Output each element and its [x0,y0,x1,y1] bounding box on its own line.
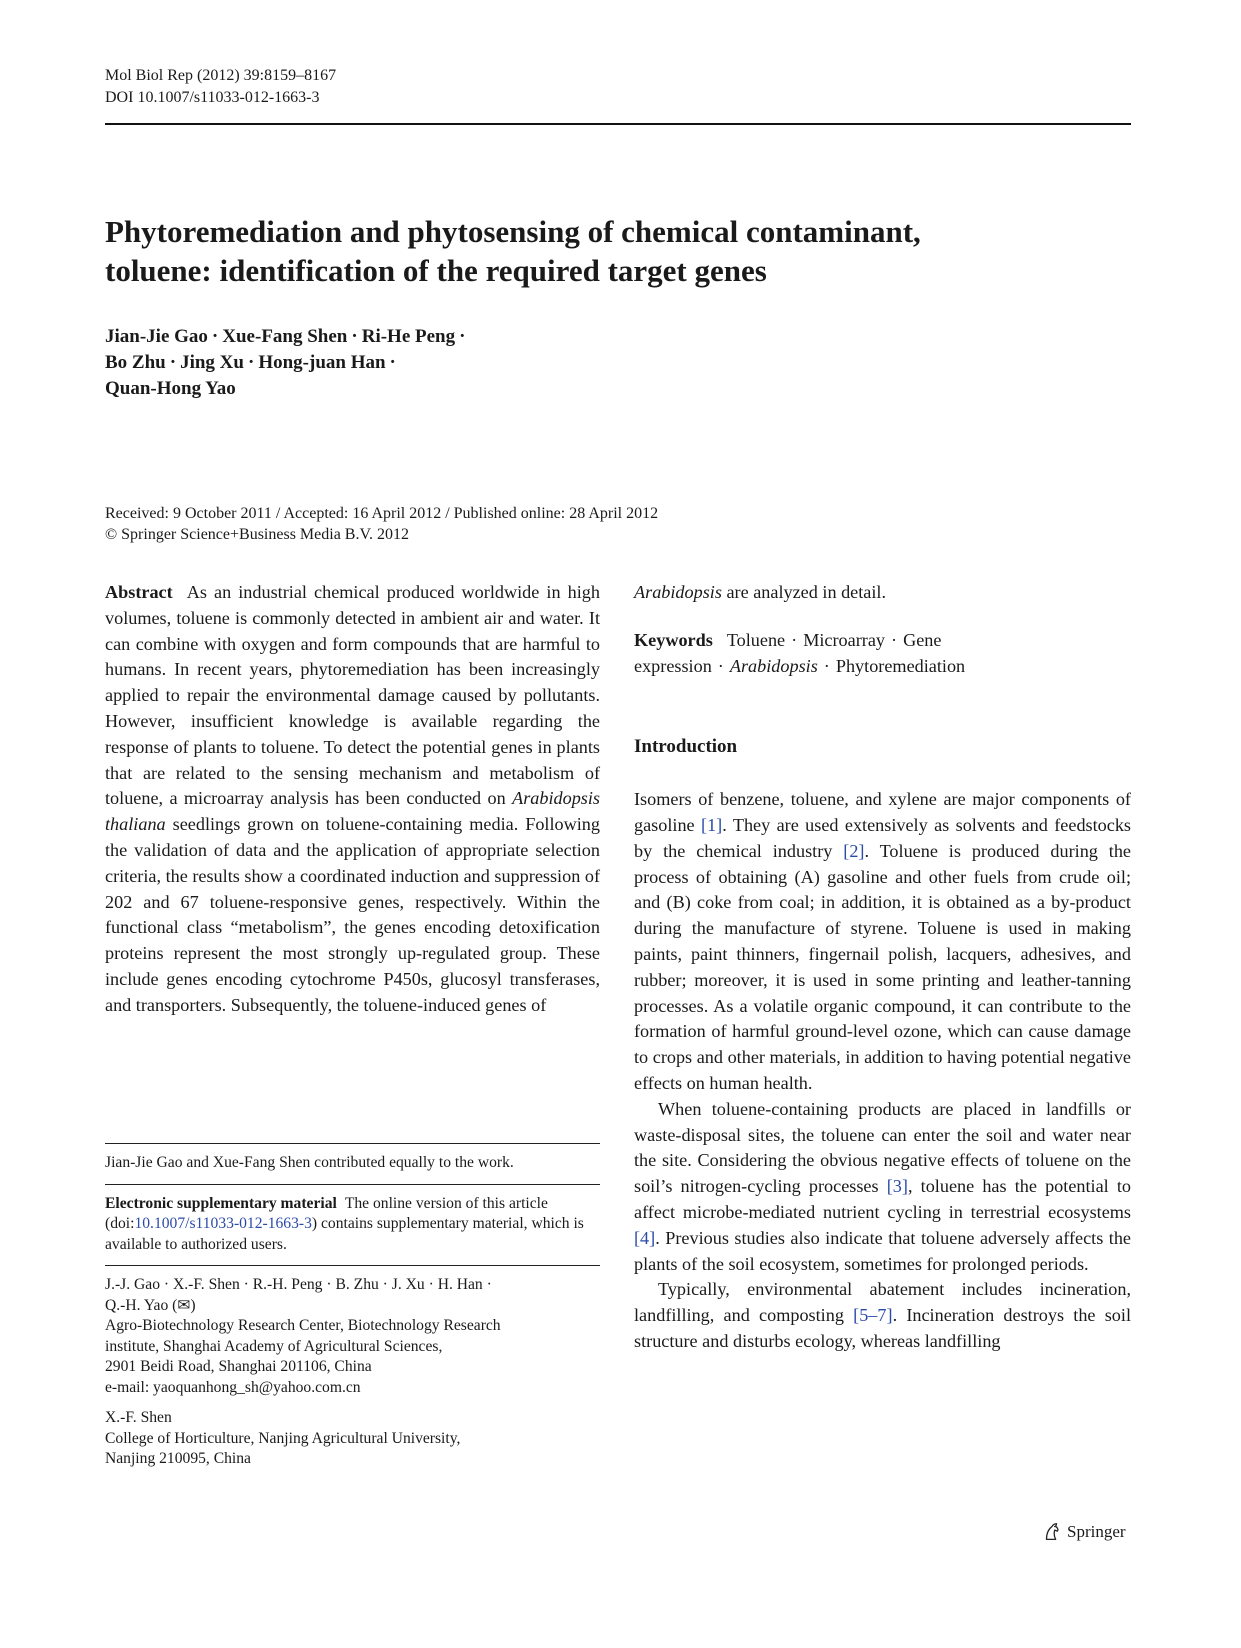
affiliation-1 [105,1266,600,1480]
text: , toluene has the potential to affect microbe-mediated nutrient cycling in terrestrial ecosystems [634,1176,1132,1222]
journal-citation: Mol Biol Rep (2012) 39:8159–8167 [105,67,337,84]
author-line-3 [105,376,469,402]
author: Jing Xu [180,352,244,373]
text: . Incineration destroys the soil structure and disturbs ecology, whereas landfilling [634,1305,1132,1351]
author: Jian-Jie Gao [105,326,208,347]
title-line-1: Phytoremediation and phytosensing of chemical contaminant, [105,214,921,249]
springer-horse-icon [1041,1521,1063,1543]
copyright: © Springer Science+Business Media B.V. 2012 [105,526,409,543]
author-separator: · [247,352,255,373]
text: Isomers of benzene, toluene, and xylene are major components of gasoline [634,789,1131,835]
publisher-name: Springer [1067,1522,1126,1541]
abstract [105,580,600,1019]
intro-paragraph-3 [634,1277,1131,1354]
intro-paragraph-1 [634,787,1131,1097]
author: Xue-Fang Shen [222,326,348,347]
publication-dates [105,503,658,545]
title-line-2: toluene: identification of the required target genes [105,253,767,288]
corresponding-author: Q.-H. Yao (✉) [105,1296,196,1314]
esm-note [105,1185,600,1266]
author-separator: · [169,352,177,373]
journal-header [105,65,336,109]
text: Typically, environmental abatement includes incineration, landfilling, and composting [634,1279,1131,1326]
author-separator: · [459,326,466,347]
text: . Previous studies also indicate that toluene adversely affects the plants of the soil ecosystem, sometimes for prolonged periods. [634,1227,1131,1274]
doi: DOI 10.1007/s11033-012-1663-3 [105,89,320,106]
citation-link[interactable]: [5–7] [853,1305,893,1326]
author: Quan-Hong Yao [105,378,236,399]
text: When toluene-containing products are placed in landfills or waste-disposal sites, the toluene can enter the soil and water near the site. Considering the obvious negative effects of toluene on the soil’s nitrogen-cycling processes [634,1098,1131,1197]
intro-paragraph-2 [634,1097,1131,1278]
author-list [105,324,469,402]
author-separator: · [351,326,358,347]
text: . They are used extensively as solvents and feedstocks by the chemical industry [634,814,1132,861]
keyword: Gene expression [634,629,942,676]
citation-link[interactable]: [3] [886,1176,908,1197]
received-accepted-published: Received: 9 October 2011 / Accepted: 16 April 2012 / Published online: 28 April 2012 [105,505,659,522]
abstract-text: As an industrial chemical produced worldwide in high volumes, toluene is commonly detected in ambient air and water. It can combine with oxygen and form compounds that are harmful to humans. In recent years, phytoremediation has been increasingly applied to repair the environmental damage caused by pollutants. However, insufficient knowledge is available regarding the response of plants to toluene. To detect the potential genes in plants that are related to the sensing mechanism and metabolism of toluene, a microarray analysis has been conducted on [105,582,600,809]
left-column [105,580,600,1019]
keyword: Microarray [803,629,886,650]
author-separator: · [211,326,219,347]
keyword-separator: · [823,655,830,676]
abstract-continued [634,580,1131,606]
author-line-1 [105,324,469,350]
springer-logo [1041,1521,1126,1543]
right-column [634,580,1131,1355]
affiliation-line: Nanjing 210095, China [105,1450,251,1467]
text: ) contains supplementary material, which is available to authorized users. [105,1215,584,1253]
esm-heading: Electronic supplementary material [105,1194,337,1212]
text: The online version of this article (doi: [105,1194,548,1232]
abstract-text: seedlings grown on toluene-containing media. Following the validation of data and the application of appropriate selection criteria, the results show a coordinated induction and suppression of 202 and 67 toluene-responsive genes, respectively. Within the functional class “metabolism”, the genes encoding detoxification proteins represent the most strongly up-regulated group. These include genes encoding cytochrome P450s, glucosyl transferases, and transporters. Subsequently, the toluene-induced genes of [105,814,600,1015]
keyword: Phytoremediation [835,655,966,676]
affiliation-line: College of Horticulture, Nanjing Agricultural University, [105,1429,461,1447]
author: Bo Zhu [105,352,166,373]
keyword-separator: · [717,655,724,676]
keyword-separator: · [891,629,898,650]
author-line-2 [105,350,469,376]
author: Hong-juan Han [258,352,386,373]
footnotes [105,1143,600,1480]
doi-link[interactable]: 10.1007/s11033-012-1663-3 [134,1215,312,1232]
text: . Toluene is produced during the process of obtaining (A) gasoline and other fuels from crude oil; and (B) coke from coal; in addition, it is obtained as a by-product during the manufacture of styrene. Toluene is used in making paints, paint thinners, fingernail polish, lacquers, adhesives, and rubber; moreover, it is used in some printing and leather-tanning processes. As a volatile organic compound, it can contribute to the formation of harmful ground-level ozone, which can cause damage to crops and other materials, in addition to having potential negative effects on human health. [634,840,1132,1093]
citation-link[interactable]: [1] [701,814,723,835]
keyword-separator: · [791,629,798,650]
affiliation-authors: J.-J. Gao · X.-F. Shen · R.-H. Peng · B. Zhu · J. Xu · H. Han · [105,1276,492,1293]
affiliation-line: Agro-Biotechnology Research Center, Biotechnology Research [105,1317,501,1334]
abstract-heading: Abstract [105,582,173,602]
article-title [105,212,1105,290]
affiliation-line: 2901 Beidi Road, Shanghai 201106, China [105,1358,372,1375]
keyword: Arabidopsis [729,655,818,676]
email: e-mail: yaoquanhong_sh@yahoo.com.cn [105,1378,361,1396]
affiliation-2-author: X.-F. Shen [105,1409,172,1426]
citation-link[interactable]: [4] [634,1227,656,1248]
introduction-heading: Introduction [634,736,738,758]
keyword: Toluene [726,629,786,650]
equal-contribution-note: Jian-Jie Gao and Xue-Fang Shen contributed equally to the work. [105,1154,514,1171]
header-rule [105,123,1131,125]
affiliation-line: institute, Shanghai Academy of Agricultural Sciences, [105,1337,443,1355]
species-name: Arabidopsis [634,582,722,602]
abstract-text: are analyzed in detail. [726,582,887,602]
author: Ri-He Peng [361,326,456,347]
citation-link[interactable]: [2] [843,840,865,861]
keywords [634,628,1131,680]
author-separator: · [389,352,396,373]
species-name: Arabidopsis thaliana [105,788,601,835]
keywords-heading: Keywords [634,629,713,650]
